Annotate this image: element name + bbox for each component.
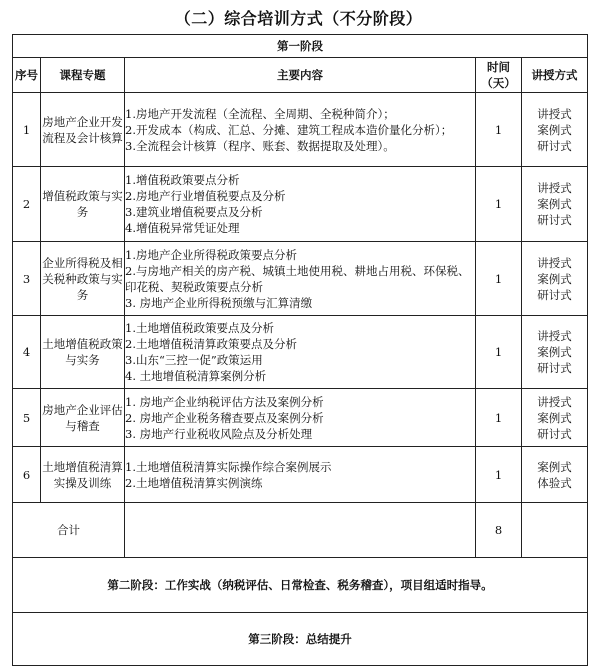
method-item: 案例式 <box>537 271 572 286</box>
content-line: 2.开发成本（构成、汇总、分摊、建筑工程成本造价量化分析）； <box>125 122 453 137</box>
row-topic: 土地增值税清算实操及训练 <box>41 447 125 503</box>
row-number: 6 <box>13 447 41 503</box>
row-content <box>125 242 476 316</box>
method-item: 研讨式 <box>537 287 572 302</box>
training-plan-table <box>12 34 588 666</box>
content-line: 3.建筑业增值税要点及分析 <box>125 205 263 219</box>
row-method <box>522 93 588 167</box>
content-line: 2.房地产行业增值税要点及分析 <box>125 189 286 203</box>
header-no: 序号 <box>13 58 41 93</box>
method-item: 研讨式 <box>537 426 572 441</box>
row-number: 4 <box>13 316 41 389</box>
method-item: 研讨式 <box>537 213 572 227</box>
row-method <box>522 447 588 503</box>
method-item: 讲授式 <box>537 181 572 195</box>
method-item: 案例式 <box>537 197 572 211</box>
method-item: 体验式 <box>537 475 572 490</box>
content-line: 3.全流程会计核算（程序、账套、数据提取及处理）。 <box>125 138 395 153</box>
method-item: 案例式 <box>537 410 572 425</box>
total-row <box>13 503 588 558</box>
row-days: 1 <box>476 167 522 242</box>
table-row <box>13 242 588 316</box>
row-days: 1 <box>476 316 522 389</box>
row-days: 1 <box>476 242 522 316</box>
content-line: 1.房地产企业所得税政策要点分析 <box>125 247 297 262</box>
content-line: 2. 房地产企业税务稽查要点及案例分析 <box>125 410 324 425</box>
method-item: 研讨式 <box>537 361 572 375</box>
content-line: 2.土地增值税清算实例演练 <box>125 475 263 490</box>
row-content <box>125 389 476 447</box>
row-topic: 土地增值税政策与实务 <box>41 316 125 389</box>
total-content-empty <box>125 503 476 558</box>
table-row <box>13 93 588 167</box>
table-row <box>13 167 588 242</box>
row-method <box>522 316 588 389</box>
method-item: 研讨式 <box>537 138 572 153</box>
table-row <box>13 447 588 503</box>
row-number: 3 <box>13 242 41 316</box>
content-line: 3.山东“三控一促”政策运用 <box>125 353 263 367</box>
content-line: 4. 土地增值税清算案例分析 <box>125 369 267 383</box>
stage-1-row <box>13 35 588 58</box>
header-days: 时间（天） <box>476 58 522 93</box>
row-method <box>522 242 588 316</box>
row-days: 1 <box>476 447 522 503</box>
stage-3-label: 第三阶段：总结提升 <box>13 613 588 666</box>
table-header-row <box>13 58 588 93</box>
row-topic: 增值税政策与实务 <box>41 167 125 242</box>
header-content: 主要内容 <box>125 58 476 93</box>
stage-1-label: 第一阶段 <box>13 35 588 58</box>
total-days: 8 <box>476 503 522 558</box>
row-content <box>125 316 476 389</box>
row-method <box>522 167 588 242</box>
stage-2-row <box>13 558 588 613</box>
total-label: 合计 <box>13 503 125 558</box>
method-item: 讲授式 <box>537 329 572 343</box>
table-row <box>13 316 588 389</box>
method-item: 案例式 <box>537 345 572 359</box>
content-line: 1.增值税政策要点分析 <box>125 173 240 187</box>
page-title: （二）综合培训方式（不分阶段） <box>174 9 423 28</box>
method-item: 讲授式 <box>537 106 572 121</box>
row-days: 1 <box>476 389 522 447</box>
row-topic: 企业所得税及相关税种政策与实务 <box>41 242 125 316</box>
row-content <box>125 93 476 167</box>
content-line: 3. 房地产企业所得税预缴与汇算清缴 <box>125 295 313 310</box>
row-topic: 房地产企业评估与稽查 <box>41 389 125 447</box>
row-number: 2 <box>13 167 41 242</box>
content-line: 1. 房地产企业纳税评估方法及案例分析 <box>125 394 324 409</box>
total-method-empty <box>522 503 588 558</box>
row-method <box>522 389 588 447</box>
content-line: 2.与房地产相关的房产税、城镇土地使用税、耕地占用税、环保税、印花税、契税政策要点分析 <box>125 263 470 294</box>
header-topic: 课程专题 <box>41 58 125 93</box>
row-days: 1 <box>476 93 522 167</box>
row-content <box>125 447 476 503</box>
method-item: 讲授式 <box>537 255 572 270</box>
content-line: 2.土地增值税清算政策要点及分析 <box>125 337 297 351</box>
content-line: 1.房地产开发流程（全流程、全周期、全税种简介）； <box>125 106 395 121</box>
row-topic: 房地产企业开发流程及会计核算 <box>41 93 125 167</box>
content-line: 1.土地增值税清算实际操作综合案例展示 <box>125 459 332 474</box>
content-line: 3. 房地产行业税收风险点及分析处理 <box>125 426 313 441</box>
row-content <box>125 167 476 242</box>
header-method: 讲授方式 <box>522 58 588 93</box>
content-line: 1.土地增值税政策要点及分析 <box>125 321 274 335</box>
method-item: 讲授式 <box>537 394 572 409</box>
stage-3-row <box>13 613 588 666</box>
row-number: 5 <box>13 389 41 447</box>
row-number: 1 <box>13 93 41 167</box>
content-line: 4.增值税异常凭证处理 <box>125 221 240 235</box>
method-item: 案例式 <box>537 122 572 137</box>
stage-2-label: 第二阶段：工作实战（纳税评估、日常检查、税务稽查），项目组适时指导。 <box>13 558 588 613</box>
table-row <box>13 389 588 447</box>
method-item: 案例式 <box>537 459 572 474</box>
